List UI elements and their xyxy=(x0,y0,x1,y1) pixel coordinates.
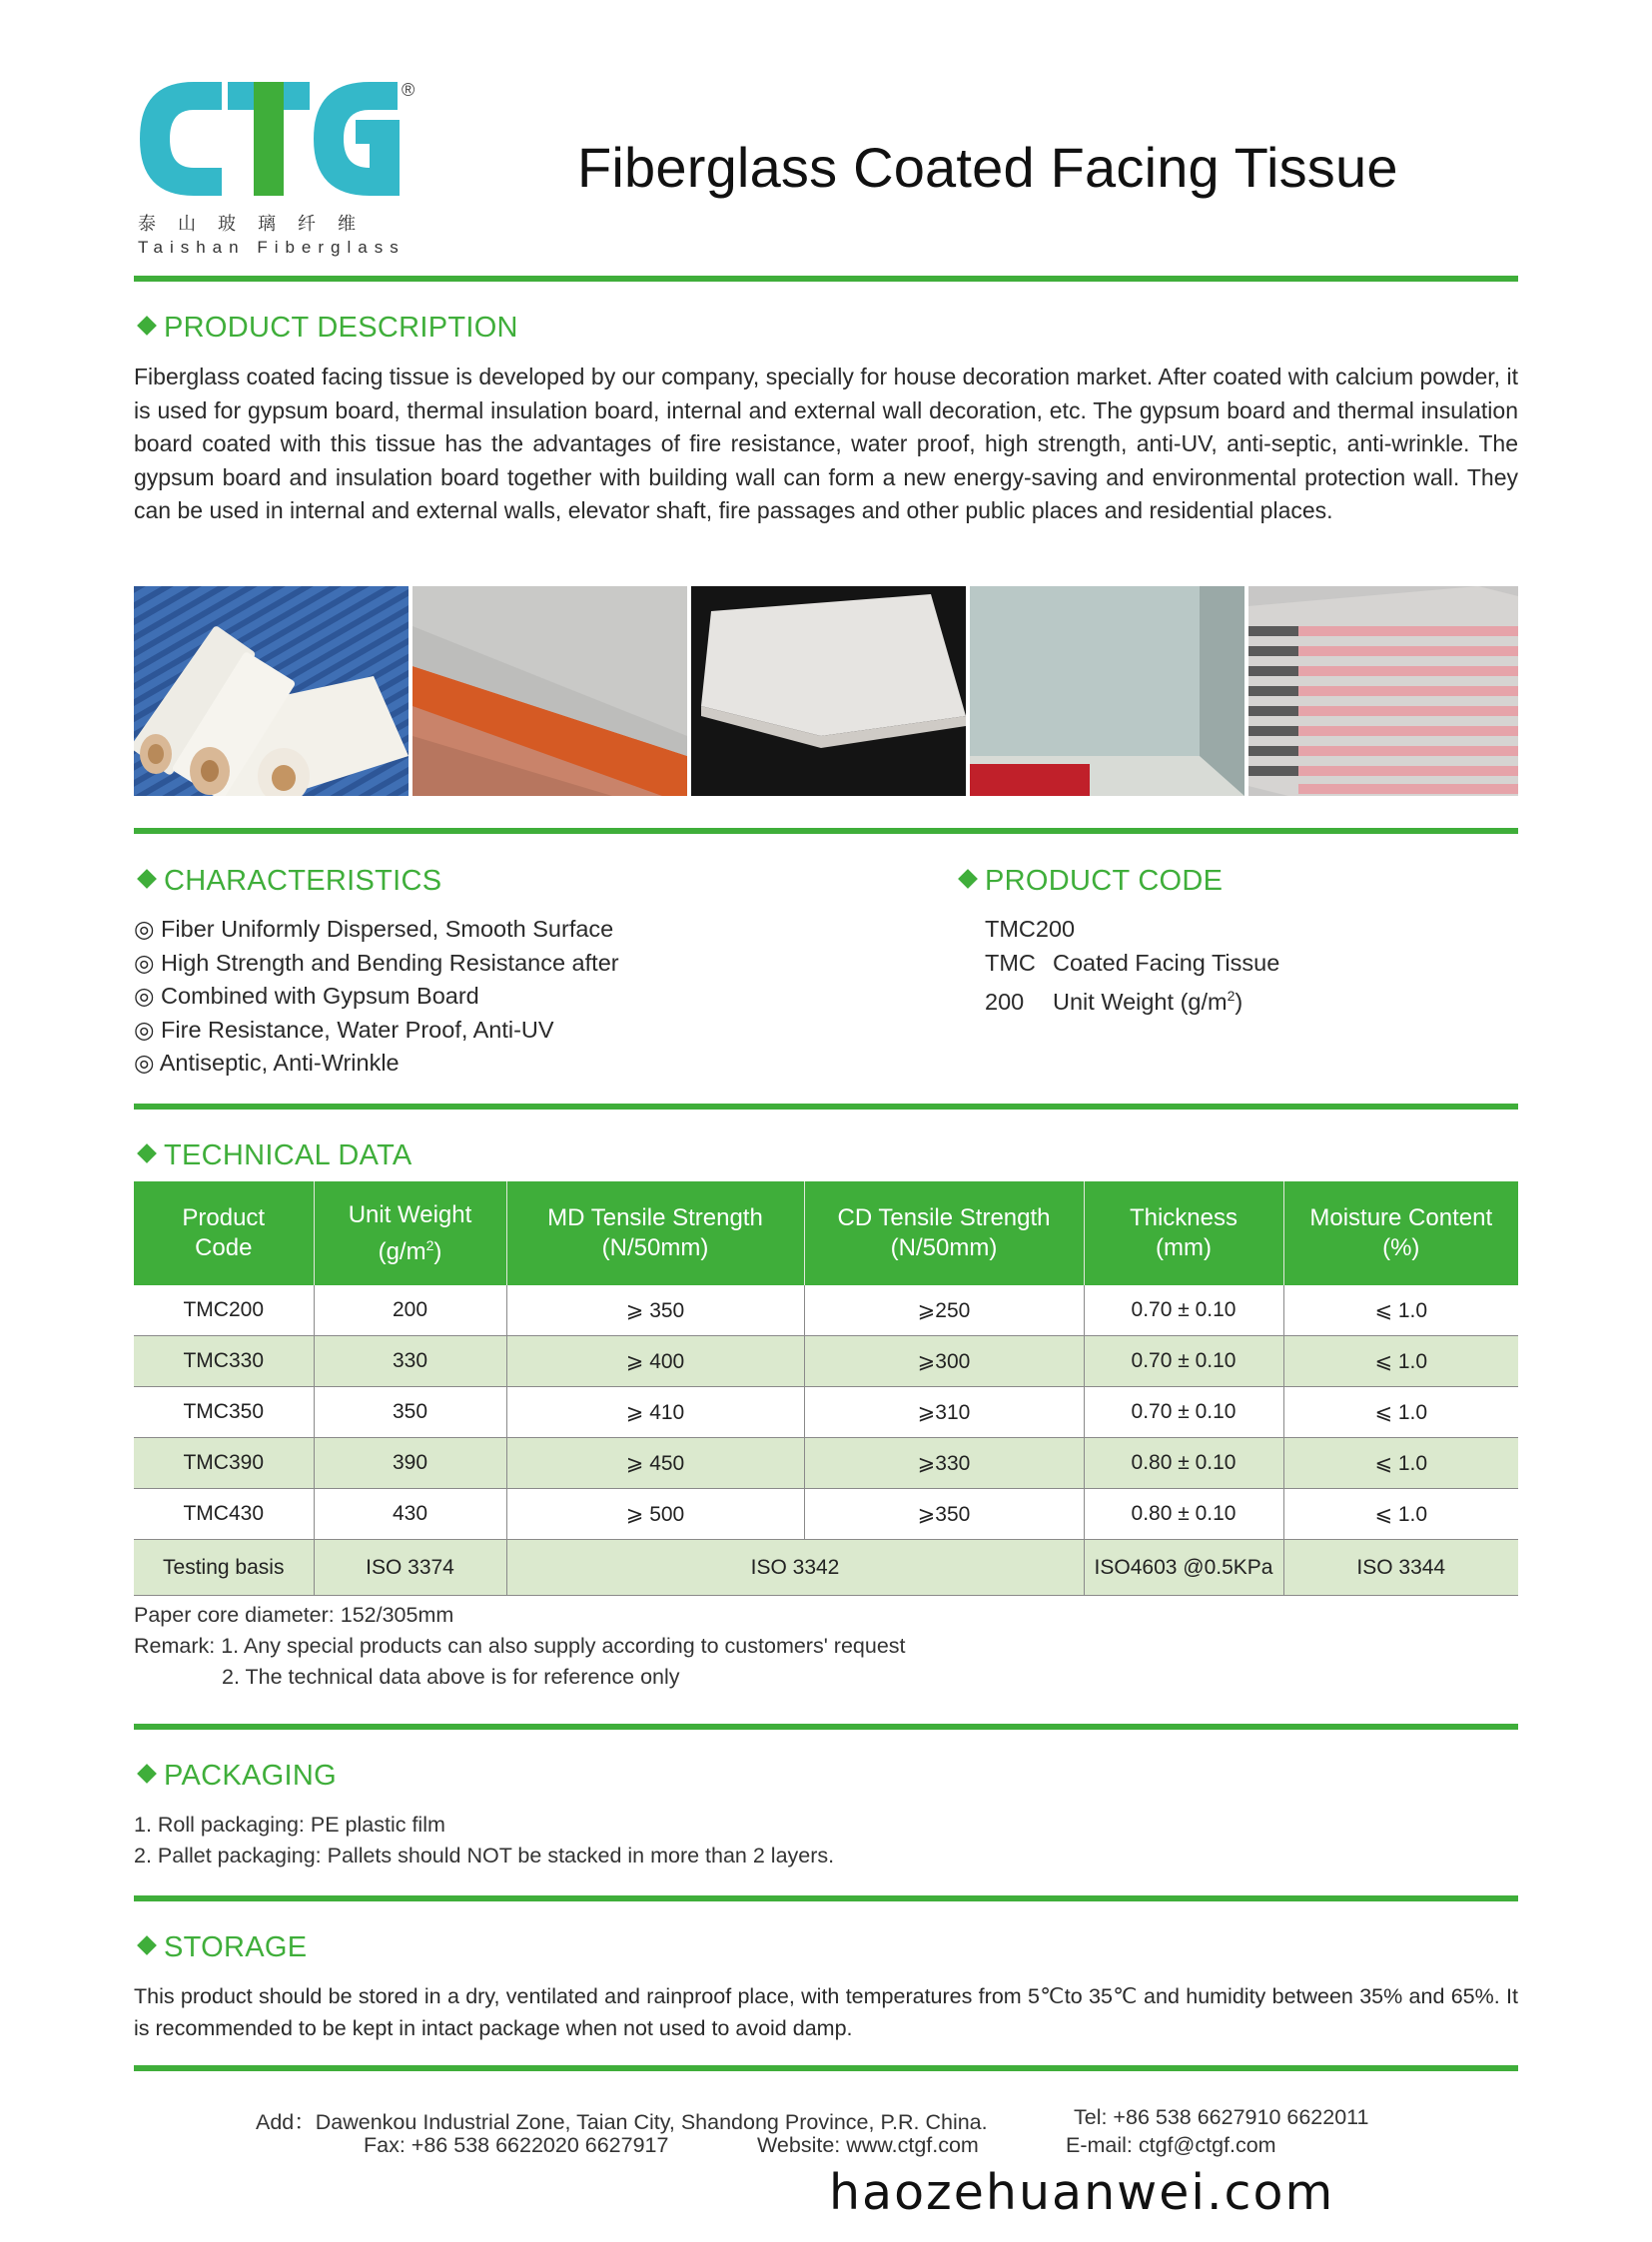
table-row xyxy=(134,1387,1518,1438)
section-title-technical: TECHNICAL DATA xyxy=(134,1139,413,1172)
table-cell: TMC430 xyxy=(134,1489,314,1540)
table-cell: 330 xyxy=(314,1336,506,1387)
document-title: Fiberglass Coated Facing Tissue xyxy=(577,136,1398,199)
table-cell: 390 xyxy=(314,1438,506,1489)
footer-tel: Tel: +86 538 6627910 6622011 xyxy=(1074,2105,1369,2129)
brand-name-en: Taishan Fiberglass xyxy=(138,238,406,257)
product-code-block xyxy=(985,913,1279,1019)
table-header-row xyxy=(134,1181,1518,1285)
bullet-icon: ◎ xyxy=(134,949,155,976)
table-cell: ⩾300 xyxy=(804,1336,1084,1387)
section-title-storage: STORAGE xyxy=(134,1931,307,1964)
table-cell: ⩾ 450 xyxy=(506,1438,804,1489)
diamond-icon xyxy=(137,1143,157,1163)
section-title-characteristics: CHARACTERISTICS xyxy=(134,865,441,898)
brand-name-cn: 泰山玻璃纤维 xyxy=(138,214,378,235)
bullet-icon: ◎ xyxy=(134,1050,155,1076)
code-row: 200 Unit Weight $(g/m^2)$ xyxy=(985,988,1243,1015)
table-cell: TMC330 xyxy=(134,1336,314,1387)
list-item: ◎ High Strength and Bending Resistance after xyxy=(134,949,619,976)
table-row xyxy=(134,1489,1518,1540)
table-cell: ⩾ 410 xyxy=(506,1387,804,1438)
footer-website[interactable]: Website: www.ctgf.com xyxy=(757,2133,979,2157)
table-cell: TMC350 xyxy=(134,1387,314,1438)
divider xyxy=(134,276,1518,282)
table-cell: ISO4603 @0.5KPa xyxy=(1084,1540,1283,1596)
table-cell: ⩾310 xyxy=(804,1387,1084,1438)
table-cell: 0.70 ± 0.10 xyxy=(1084,1387,1283,1438)
divider xyxy=(134,1104,1518,1110)
table-cell: Testing basis xyxy=(134,1540,314,1596)
table-cell: ⩾250 xyxy=(804,1285,1084,1336)
packaging-item: 2. Pallet packaging: Pallets should NOT be stacked in more than 2 layers. xyxy=(134,1844,835,1868)
tissue-rolls-photo xyxy=(134,586,409,796)
diamond-icon xyxy=(137,1935,157,1955)
column-header: Moisture Content (%) xyxy=(1283,1181,1518,1285)
packaging-item: 1. Roll packaging: PE plastic film xyxy=(134,1813,445,1837)
divider xyxy=(134,1895,1518,1901)
description-text: Fiberglass coated facing tissue is developed by our company, specially for house decoration market. After coated with calcium powder, it is used for gypsum board, thermal insulation board, internal and external wall decoration, etc. The gypsum board and thermal insulation board coated with this tissue has the advantages of fire resistance, water proof, high strength, anti-UV, anti-septic, anti-wrinkle. The gypsum board and insulation board together with building wall can form a new energy-saving and environmental protection wall. They can be used in internal and external walls, elevator shaft, fire passages and other public places and residential places. xyxy=(134,364,1518,523)
table-cell: ISO 3342 xyxy=(506,1540,1084,1596)
table-cell: ⩾ 400 xyxy=(506,1336,804,1387)
technical-data-table xyxy=(134,1181,1518,1596)
table-cell: ⩽ 1.0 xyxy=(1283,1387,1518,1438)
table-cell: 0.70 ± 0.10 xyxy=(1084,1285,1283,1336)
diamond-icon xyxy=(137,1764,157,1784)
table-cell: 350 xyxy=(314,1387,506,1438)
board-stack-photo xyxy=(1248,586,1518,796)
table-cell: TMC390 xyxy=(134,1438,314,1489)
wall-panel-photo xyxy=(970,586,1244,796)
table-cell: 430 xyxy=(314,1489,506,1540)
list-item: ◎ Fiber Uniformly Dispersed, Smooth Surface xyxy=(134,916,614,942)
watermark-url: haozehuanwei.com xyxy=(829,2164,1335,2221)
divider xyxy=(134,828,1518,834)
diamond-icon xyxy=(958,869,978,889)
table-cell: TMC200 xyxy=(134,1285,314,1336)
testing-basis-row xyxy=(134,1540,1518,1596)
list-item: ◎ Combined with Gypsum Board xyxy=(134,983,479,1009)
bullet-icon: ◎ xyxy=(134,983,155,1009)
column-header: MD Tensile Strength (N/50mm) xyxy=(506,1181,804,1285)
footer-fax: Fax: +86 538 6622020 6627917 xyxy=(364,2133,669,2157)
table-cell: ⩽ 1.0 xyxy=(1283,1285,1518,1336)
column-header: Thickness (mm) xyxy=(1084,1181,1283,1285)
table-row xyxy=(134,1285,1518,1336)
footer-email[interactable]: E-mail: ctgf@ctgf.com xyxy=(1066,2133,1276,2157)
core-diameter-note: Paper core diameter: 152/305mm xyxy=(134,1603,454,1627)
column-header: Unit Weight $(g/m^2)$ xyxy=(314,1181,506,1285)
table-cell: 0.70 ± 0.10 xyxy=(1084,1336,1283,1387)
list-item: ◎ Antiseptic, Anti-Wrinkle xyxy=(134,1050,400,1076)
section-title-description: PRODUCT DESCRIPTION xyxy=(134,312,518,345)
column-header: Product Code xyxy=(134,1181,314,1285)
table-cell: ISO 3344 xyxy=(1283,1540,1518,1596)
product-code: TMC200 xyxy=(985,916,1076,942)
table-cell: ⩾ 350 xyxy=(506,1285,804,1336)
storage-text: This product should be stored in a dry, ventilated and rainproof place, with temperatures from 5℃to 35℃ and humidity between 35% and 65%. It is recommended to be kept in intact package when not used to avoid damp. xyxy=(134,1984,1518,2040)
diamond-icon xyxy=(137,316,157,336)
registered-mark: ® xyxy=(402,80,415,100)
coated-boards-photo xyxy=(413,586,687,796)
characteristics-list xyxy=(134,913,619,1081)
table-row xyxy=(134,1438,1518,1489)
divider xyxy=(134,1724,1518,1730)
bullet-icon: ◎ xyxy=(134,916,155,942)
section-title-packaging: PACKAGING xyxy=(134,1760,337,1793)
remark-1: Remark: 1. Any special products can also supply according to customers' request xyxy=(134,1634,906,1658)
table-cell: 0.80 ± 0.10 xyxy=(1084,1438,1283,1489)
white-board-photo xyxy=(691,586,966,796)
table-cell: 200 xyxy=(314,1285,506,1336)
bullet-icon: ◎ xyxy=(134,1016,155,1043)
table-cell: ⩾ 500 xyxy=(506,1489,804,1540)
table-cell: ISO 3374 xyxy=(314,1540,506,1596)
table-cell: ⩽ 1.0 xyxy=(1283,1438,1518,1489)
table-cell: ⩾330 xyxy=(804,1438,1084,1489)
table-cell: ⩾350 xyxy=(804,1489,1084,1540)
divider xyxy=(134,2065,1518,2071)
table-cell: ⩽ 1.0 xyxy=(1283,1489,1518,1540)
column-header: CD Tensile Strength (N/50mm) xyxy=(804,1181,1084,1285)
list-item: ◎ Fire Resistance, Water Proof, Anti-UV xyxy=(134,1016,554,1043)
section-title-product-code: PRODUCT CODE xyxy=(955,865,1223,898)
table-row xyxy=(134,1336,1518,1387)
remark-2: 2. The technical data above is for reference only xyxy=(222,1665,680,1689)
footer-address: Add：Dawenkou Industrial Zone, Taian City, Shandong Province, P.R. China. xyxy=(256,2110,988,2134)
code-row: TMC Coated Facing Tissue xyxy=(985,949,1280,976)
ctg-logo xyxy=(134,80,404,198)
table-cell: 0.80 ± 0.10 xyxy=(1084,1489,1283,1540)
diamond-icon xyxy=(137,869,157,889)
table-cell: ⩽ 1.0 xyxy=(1283,1336,1518,1387)
